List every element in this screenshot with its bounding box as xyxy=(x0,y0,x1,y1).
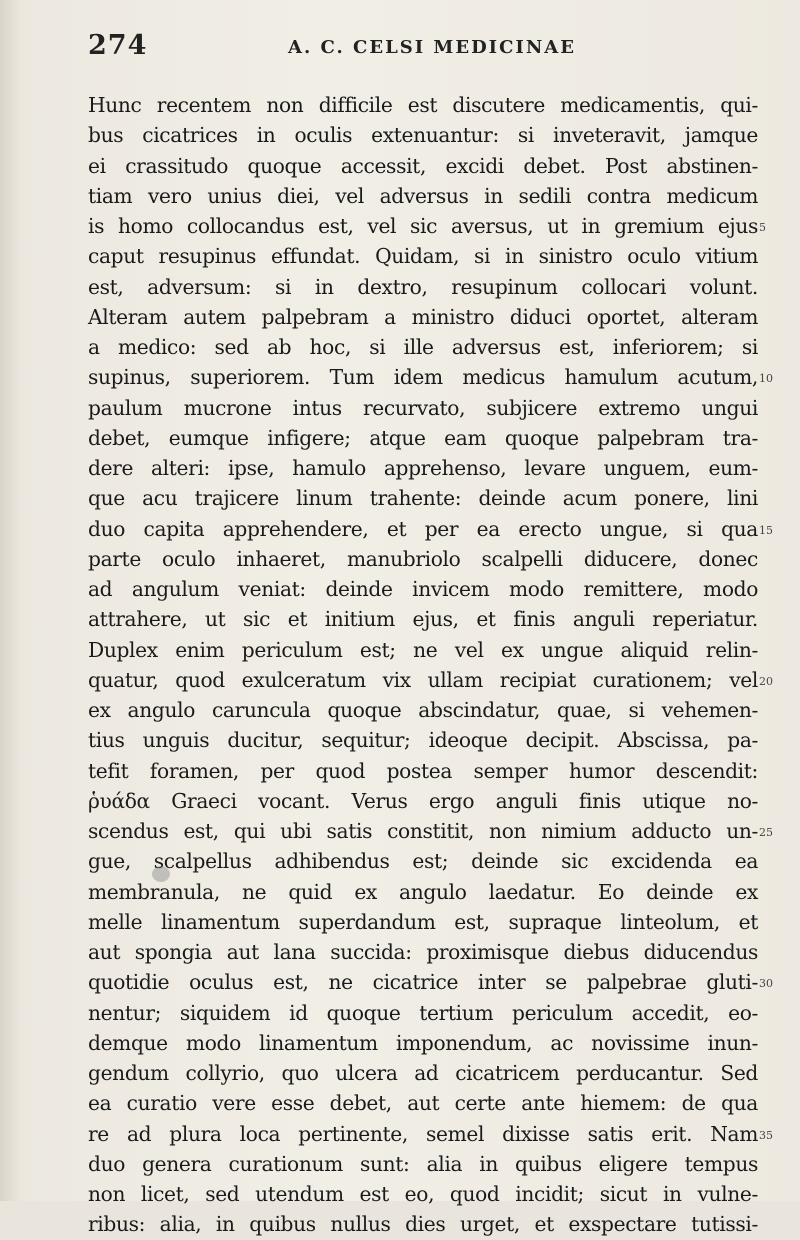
text-line: re ad plura loca pertinente, semel dixisse satis erit. Nam xyxy=(88,1121,758,1146)
text-line: tefit foramen, per quod postea semper humor descendit: xyxy=(88,758,758,783)
margin-line-number: 20 xyxy=(759,674,773,688)
margin-line-number: 5 xyxy=(759,221,766,234)
body-text xyxy=(88,90,758,1240)
text-line: tiam vero unius diei, vel adversus in sedili contra medicum xyxy=(88,183,758,208)
text-line: a medico: sed ab hoc, si ille adversus est, inferiorem; si xyxy=(88,335,758,359)
text-line: attrahere, ut sic et initium ejus, et finis anguli reperiatur. xyxy=(88,607,758,632)
text-line: demque modo linamentum imponendum, ac novissime inun- xyxy=(88,1030,758,1055)
text-line: ad angulum veniat: deinde invicem modo remittere, modo xyxy=(88,577,758,601)
text-line: ex angulo caruncula quoque abscindatur, quae, si vehemen- xyxy=(88,698,758,722)
text-line: quotidie oculus est, ne cicatrice inter se palpebrae gluti- xyxy=(88,970,758,995)
text-line: duo genera curationum sunt: alia in quibus eligere tempus xyxy=(88,1151,758,1176)
margin-line-number: 15 xyxy=(759,523,773,537)
margin-line-number: 10 xyxy=(759,372,773,386)
text-line: Alteram autem palpebram a ministro diduci oportet, alteram xyxy=(88,304,758,329)
text-line: melle linamentum superdandum est, supraque linteolum, et xyxy=(88,909,758,934)
page-header xyxy=(88,30,768,66)
text-line: Duplex enim periculum est; ne vel ex ungue aliquid relin- xyxy=(88,637,758,662)
text-line: non licet, sed utendum est eo, quod incidit; sicut in vulne- xyxy=(88,1182,758,1206)
text-line: scendus est, qui ubi satis constitit, non nimium adducto un- xyxy=(88,819,758,843)
text-line: bus cicatrices in oculis extenuantur: si inveteravit, jamque xyxy=(88,123,758,148)
text-line: que acu trajicere linum trahente: deinde acum ponere, lini xyxy=(88,486,758,511)
text-line: membranula, ne quid ex angulo laedatur. Eo deinde ex xyxy=(88,879,758,904)
text-line: paulum mucrone intus recurvato, subjicere extremo ungui xyxy=(88,395,758,420)
running-head: A. C. CELSI MEDICINAE xyxy=(288,37,576,58)
text-line: tius unguis ducitur, sequitur; ideoque decipit. Abscissa, pa- xyxy=(88,728,758,753)
text-line: Hunc recentem non difficile est discutere medicamentis, qui- xyxy=(88,93,758,117)
text-line: parte oculo inhaeret, manubriolo scalpelli diducere, donec xyxy=(88,546,758,571)
text-line: est, adversum: si in dextro, resupinum collocari volunt. xyxy=(88,274,758,299)
ink-smudge xyxy=(152,866,170,882)
page-number: 274 xyxy=(88,30,148,61)
text-line: quatur, quod exulceratum vix ullam recipiat curationem; vel xyxy=(88,667,758,692)
margin-line-number: 30 xyxy=(759,977,773,991)
text-line: is homo collocandus est, vel sic aversus, ut in gremium ejus xyxy=(88,214,758,238)
text-line: dere alteri: ipse, hamulo apprehenso, levare unguem, eum- xyxy=(88,456,758,480)
margin-line-number: 35 xyxy=(759,1128,773,1142)
text-line: debet, eumque infigere; atque eam quoque palpebram tra- xyxy=(88,425,758,450)
text-line: ea curatio vere esse debet, aut certe ante hiemem: de qua xyxy=(88,1091,758,1116)
text-line: gue, scalpellus adhibendus est; deinde sic excidenda ea xyxy=(88,849,758,874)
text-line: gendum collyrio, quo ulcera ad cicatricem perducantur. Sed xyxy=(88,1061,758,1085)
margin-line-number: 25 xyxy=(759,826,773,839)
text-line: caput resupinus effundat. Quidam, si in sinistro oculo vitium xyxy=(88,244,758,269)
text-line: ῥυάδα Graeci vocant. Verus ergo anguli finis utique no- xyxy=(88,788,758,813)
text-line: duo capita apprehendere, et per ea erecto ungue, si qua xyxy=(88,516,758,541)
text-line: aut spongia aut lana succida: proximisque diebus diducendus xyxy=(88,940,758,964)
text-line: ei crassitudo quoque accessit, excidi debet. Post abstinen- xyxy=(88,153,758,178)
page-spine-shadow xyxy=(0,0,22,1201)
text-line: ribus: alia, in quibus nullus dies urget, et exspectare tutissi- xyxy=(88,1212,758,1237)
text-line: nentur; siquidem id quoque tertium periculum accedit, eo- xyxy=(88,1000,758,1025)
text-line: supinus, superiorem. Tum idem medicus hamulum acutum, xyxy=(88,365,758,390)
